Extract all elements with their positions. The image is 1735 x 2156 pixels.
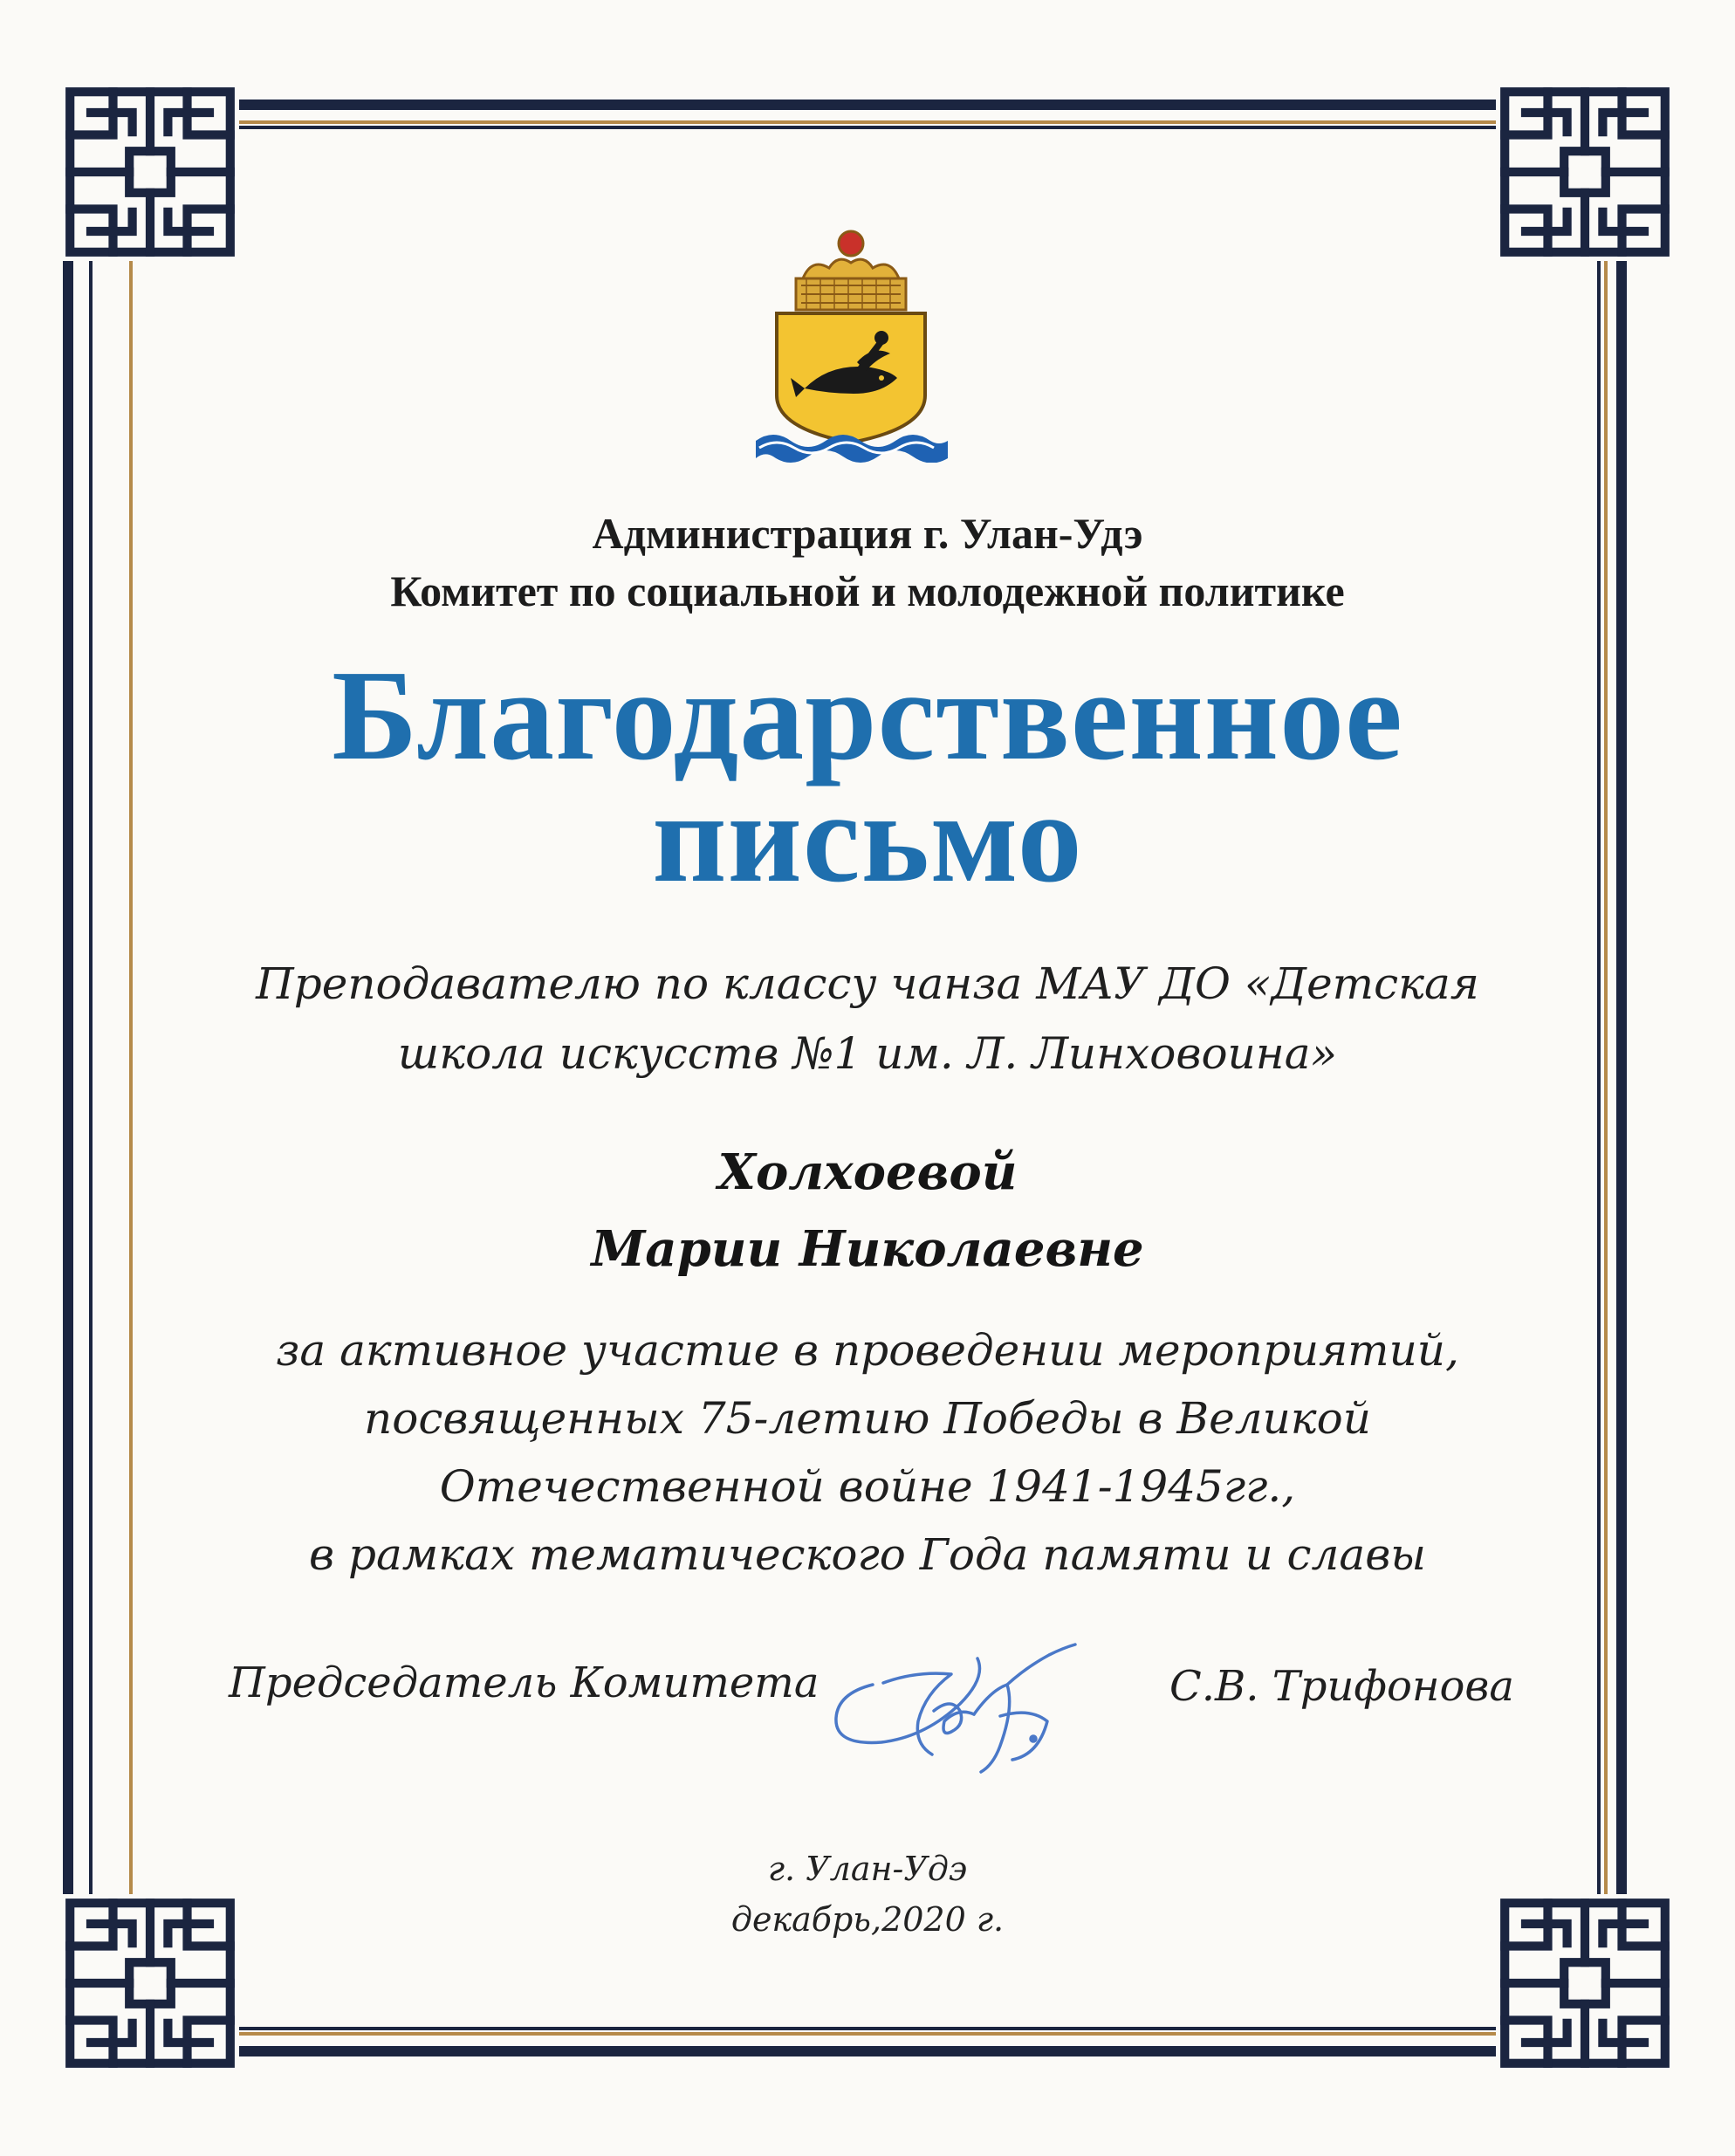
recipient-given-names: Марии Николаевне [591, 1220, 1144, 1278]
reason-line3: Отечественной войне 1941-1945гг., [439, 1461, 1296, 1512]
reason-line4: в рамках тематического Года памяти и славы [308, 1529, 1427, 1580]
document-title-line1: Благодарственное [332, 644, 1403, 787]
issuer-administration: Администрация г. Улан-Удэ [592, 509, 1143, 558]
signatory-role: Председатель Комитета [229, 1658, 819, 1707]
issue-date: декабрь,2020 г. [730, 1900, 1005, 1939]
crown-icon [796, 231, 906, 310]
document-title-line2: письмо [652, 766, 1083, 910]
recipient-surname: Холхоевой [717, 1143, 1018, 1201]
reason-line2: посвященных 75-летию Победы в Великой [364, 1393, 1371, 1444]
recipient-position-line1: Преподавателю по классу чанза МАУ ДО «Детская [256, 958, 1479, 1009]
issue-city: г. Улан-Удэ [767, 1850, 968, 1888]
issuer-committee: Комитет по социальной и молодежной политике [390, 566, 1345, 615]
signatory-name: С.В. Трифонова [1169, 1662, 1514, 1711]
recipient-position-line2: школа искусств №1 им. Л. Линховоина» [397, 1028, 1338, 1079]
reason-line1: за активное участие в проведении мероприятий, [276, 1325, 1459, 1376]
wave-ribbon-icon [756, 435, 948, 463]
coat-of-arms-emblem [751, 223, 951, 463]
handwritten-signature [820, 1624, 1108, 1781]
